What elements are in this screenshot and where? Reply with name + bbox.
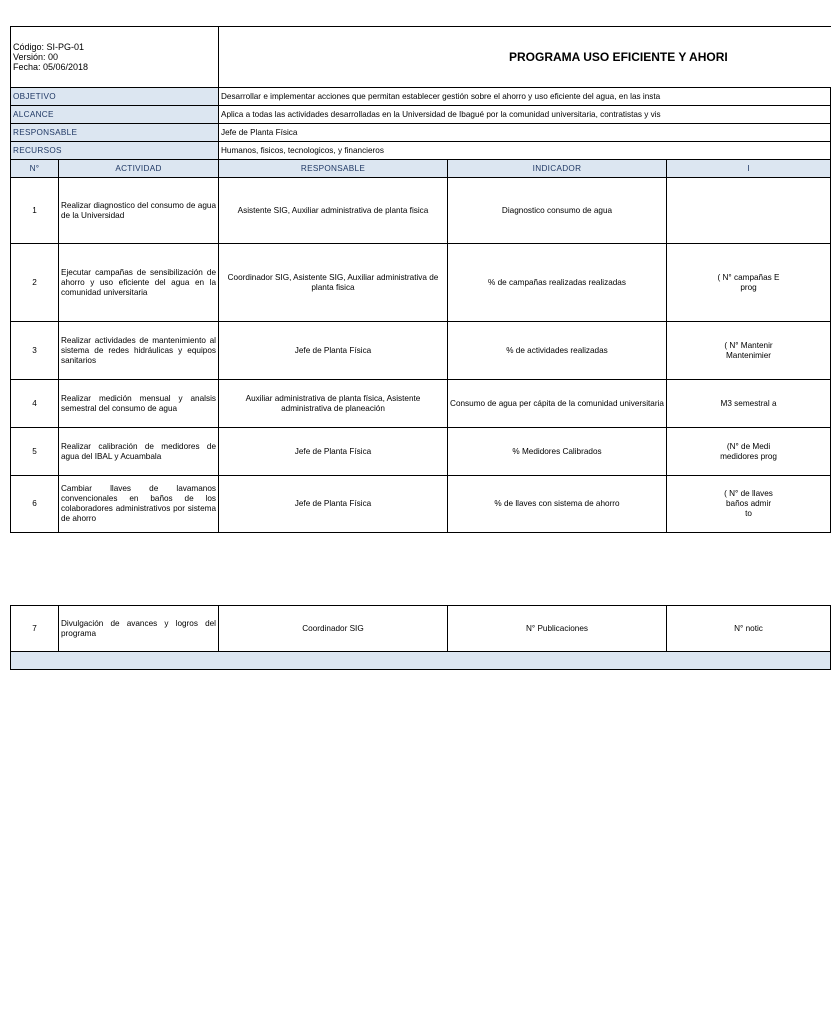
row-responsable: Jefe de Planta Física [219, 428, 448, 476]
row-formula: ( N° de llaves baños admir to [667, 476, 831, 533]
recursos-label: RECURSOS [11, 142, 219, 160]
row-number: 5 [11, 428, 59, 476]
row-actividad: Realizar calibración de medidores de agua del IBAL y Acuambala [59, 428, 219, 476]
row-formula: ( N° campañas E prog [667, 244, 831, 322]
row-indicador: Consumo de agua per cápita de la comunidad universitaria [448, 380, 667, 428]
row-formula [667, 178, 831, 244]
responsable-label: RESPONSABLE [11, 124, 219, 142]
row-responsable: Jefe de Planta Física [219, 322, 448, 380]
table-row [11, 428, 831, 476]
alcance-label: ALCANCE [11, 106, 219, 124]
recursos-row [11, 142, 831, 160]
row-number: 6 [11, 476, 59, 533]
row-actividad: Realizar medición mensual y analsis semestral del consumo de agua [59, 380, 219, 428]
alcance-row [11, 106, 831, 124]
row-number: 1 [11, 178, 59, 244]
row-actividad: Cambiar llaves de lavamanos convencionales en baños de los colaboradores administrativos por sistema de ahorro [59, 476, 219, 533]
objetivo-row [11, 88, 831, 106]
footer-bar-cell [11, 652, 831, 670]
document-version: Versión: 00 [13, 52, 59, 62]
table-row [11, 380, 831, 428]
row-indicador: N° Publicaciones [448, 606, 667, 652]
column-header-formula: I [667, 160, 831, 178]
row-formula: (N° de Medi medidores prog [667, 428, 831, 476]
document-date: Fecha: 05/06/2018 [13, 62, 89, 72]
table-row [11, 178, 831, 244]
table-row [11, 476, 831, 533]
row-formula: N° notic [667, 606, 831, 652]
row-responsable: Auxiliar administrativa de planta física, Asistente administrativa de planeación [219, 380, 448, 428]
row-actividad: Ejecutar campañas de sensibilización de ahorro y uso eficiente del agua en la comunidad universitaria [59, 244, 219, 322]
spacer-cell [11, 533, 831, 606]
table-row [11, 606, 831, 652]
document-code-block [11, 27, 219, 88]
row-responsable: Coordinador SIG [219, 606, 448, 652]
row-indicador: % de llaves con sistema de ahorro [448, 476, 667, 533]
row-responsable: Jefe de Planta Física [219, 476, 448, 533]
row-indicador: Diagnostico consumo de agua [448, 178, 667, 244]
column-header-number: N° [11, 160, 59, 178]
objetivo-value: Desarrollar e implementar acciones que permitan establecer gestión sobre el ahorro y uso eficiente del agua, en las insta [219, 88, 831, 106]
document-title: PROGRAMA USO EFICIENTE Y AHORI [219, 27, 831, 88]
row-indicador: % de campañas realizadas realizadas [448, 244, 667, 322]
column-header-row [11, 160, 831, 178]
column-header-indicador: INDICADOR [448, 160, 667, 178]
row-number: 7 [11, 606, 59, 652]
document-code: Código: SI-PG-01 [13, 42, 85, 52]
row-number: 2 [11, 244, 59, 322]
row-responsable: Asistente SIG, Auxiliar administrativa de planta fisica [219, 178, 448, 244]
spacer-row [11, 533, 831, 606]
responsable-value: Jefe de Planta Física [219, 124, 831, 142]
row-number: 3 [11, 322, 59, 380]
responsable-row [11, 124, 831, 142]
row-formula: M3 semestral a [667, 380, 831, 428]
row-responsable: Coordinador SIG, Asistente SIG, Auxiliar administrativa de planta fisica [219, 244, 448, 322]
row-actividad: Divulgación de avances y logros del programa [59, 606, 219, 652]
recursos-value: Humanos, fisicos, tecnologicos, y financieros [219, 142, 831, 160]
row-actividad: Realizar diagnostico del consumo de agua de la Universidad [59, 178, 219, 244]
row-indicador: % de actividades realizadas [448, 322, 667, 380]
alcance-value: Aplica a todas las actividades desarrolladas en la Universidad de Ibagué por la comunidad universitaria, contratistas y vis [219, 106, 831, 124]
table-row [11, 322, 831, 380]
program-document [10, 26, 780, 670]
column-header-actividad: ACTIVIDAD [59, 160, 219, 178]
column-header-responsable: RESPONSABLE [219, 160, 448, 178]
program-table [10, 26, 831, 670]
footer-bar-row [11, 652, 831, 670]
row-formula: ( N° Mantenir Mantenimier [667, 322, 831, 380]
row-number: 4 [11, 380, 59, 428]
row-actividad: Realizar actividades de mantenimiento al sistema de redes hidráulicas y equipos sanitarios [59, 322, 219, 380]
objetivo-label: OBJETIVO [11, 88, 219, 106]
row-indicador: % Medidores Calibrados [448, 428, 667, 476]
header-row [11, 27, 831, 88]
table-row [11, 244, 831, 322]
